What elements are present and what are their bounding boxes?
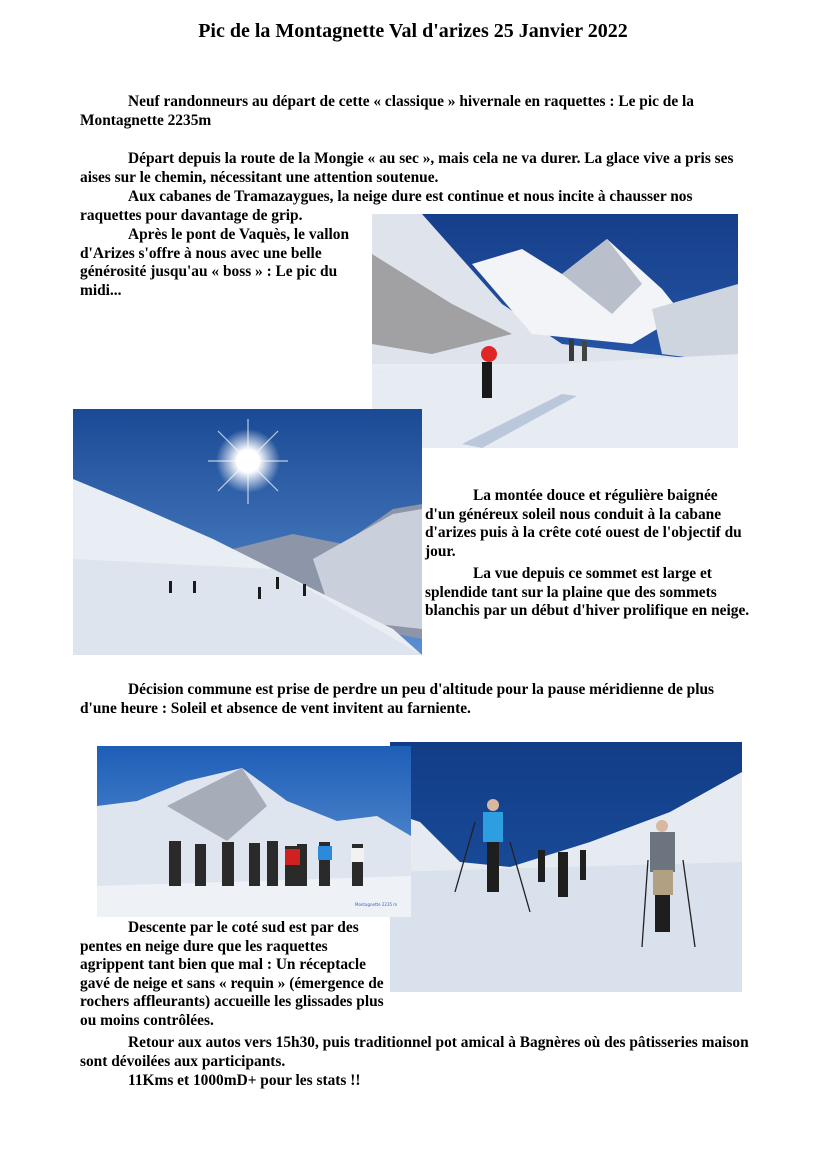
paragraph-intro-text: Neuf randonneurs au départ de cette « classique » hivernale en raquettes : Le pic de la Montagnette 2235m [80,93,694,129]
paragraph-retour [80,1034,752,1071]
paragraph-intro [80,93,750,130]
paragraph-cabanes-text: Aux cabanes de Tramazaygues, la neige dure est continue et nous incite à chausser nos raquettes pour davantage de grip. [80,188,693,224]
valley-image [372,214,738,448]
photo-group-summit [97,746,411,917]
paragraph-descente-text: Descente par le coté sud est par des pentes en neige dure que les raquettes agrippent tant bien que mal : Un réceptacle gavé de neige et sans « requin » (émergence de rochers affleurants) accueille les glissades plus ou moins contrôlées. [80,919,384,1029]
photo-sun-slope [73,409,422,655]
descent-image [390,742,742,992]
paragraph-depart-text: Départ depuis la route de la Mongie « au sec », mais cela ne va durer. La glace vive a pris ses aises sur le chemin, nécessitant une attention soutenue. [80,150,734,186]
sun-slope-image [73,409,422,655]
paragraph-montee-text: La montée douce et régulière baignée d'un généreux soleil nous conduit à la cabane d'arizes puis à la crête coté ouest de l'objectif du jour. [425,487,742,560]
paragraph-vallon [80,226,370,300]
paragraph-descente [80,919,390,1030]
photo-descent-snowshoers [390,742,742,992]
paragraph-stats [80,1072,750,1091]
paragraph-montee [425,487,750,561]
paragraph-depart [80,150,750,187]
paragraph-pause-text: Décision commune est prise de perdre un peu d'altitude pour la pause méridienne de plus d'une heure : Soleil et absence de vent invitent au farniente. [80,681,715,717]
paragraph-stats-text: 11Kms et 1000mD+ pour les stats !! [128,1072,361,1089]
group-summit-image [97,746,411,917]
page-title: Pic de la Montagnette Val d'arizes 25 Janvier 2022 [198,20,628,42]
paragraph-retour-text: Retour aux autos vers 15h30, puis traditionnel pot amical à Bagnères où des pâtisseries maison sont dévoilées aux participants. [80,1034,749,1070]
photo-valley-snowshoers [372,214,738,448]
paragraph-vallon-text: Après le pont de Vaquès, le vallon d'Arizes s'offre à nous avec une belle générosité jusqu'au « boss » : Le pic du midi... [80,226,350,299]
paragraph-vue-text: La vue depuis ce sommet est large et splendide tant sur la plaine que des sommets blanchis par un début d'hiver prolifique en neige. [425,565,750,619]
photo-caption: Montagnette 2235 m [355,902,398,907]
paragraph-vue [425,565,750,621]
paragraph-pause [80,681,750,718]
